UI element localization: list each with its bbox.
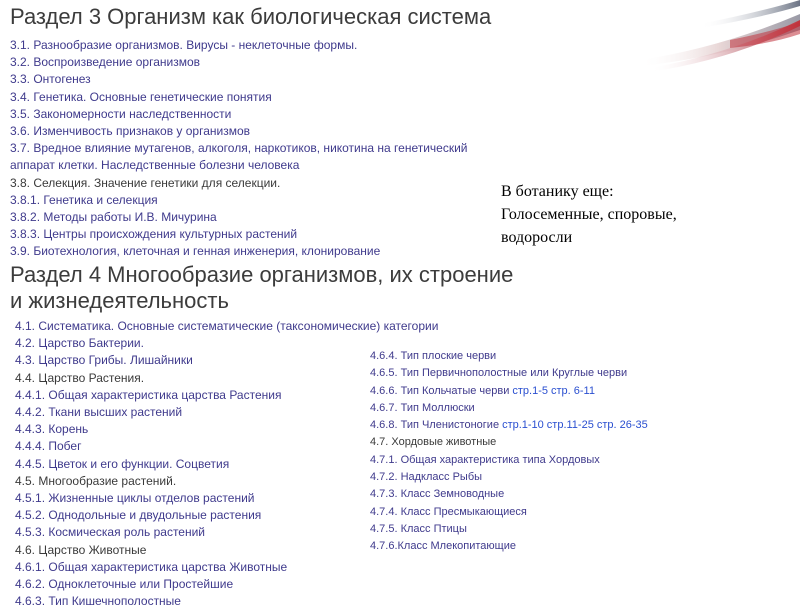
toc-item-text: 3.9. Биотехнология, клеточная и генная инженерия, клонирование (10, 244, 381, 259)
section-4-title (10, 262, 513, 314)
toc-item-link[interactable] (15, 576, 438, 593)
toc-item-link[interactable] (370, 452, 648, 469)
toc-item-link[interactable] (10, 123, 468, 140)
toc-item-text: 4.1. Систематика. Основные систематические (таксономические) категории (15, 319, 439, 333)
ribbon-shape (730, 22, 800, 48)
toc-item-link[interactable] (10, 243, 468, 260)
toc-item-link[interactable] (10, 192, 468, 209)
toc-item-text: 3.8.1. Генетика и селекция (10, 192, 158, 207)
toc-item-text: 4.5.1. Жизненные циклы отделов растений (15, 491, 255, 506)
toc-item-text: 4.3. Царство Грибы. Лишайники (15, 353, 193, 368)
toc-item-text: 4.4.5. Цветок и его функции. Соцветия (15, 456, 230, 471)
toc-item-link[interactable] (370, 486, 648, 503)
toc-item-text: 4.7.6.Класс Млекопитающие (370, 540, 516, 553)
toc-item-text: 4.7.4. Класс Пресмыкающиеся (370, 505, 527, 518)
toc-item-link[interactable] (370, 538, 648, 555)
toc-item-link[interactable] (10, 157, 468, 174)
section-4-title-line2: и жизнедеятельность (10, 288, 229, 313)
botany-note-line: Голосеменные, споровые, (501, 206, 677, 223)
toc-item-text: 3.8. Селекция. Значение генетики для селекции. (10, 175, 281, 190)
section-4-right-list (370, 348, 648, 556)
toc-item-text: 4.4.4. Побег (15, 439, 82, 454)
toc-item-text: 3.3. Онтогенез (10, 72, 91, 87)
toc-item-text: 4.7.2. Надкласс Рыбы (370, 471, 483, 484)
section-3-list (10, 37, 468, 261)
toc-item-link[interactable] (370, 383, 648, 400)
toc-item-text: 4.6.5. Тип Первичнополостные или Круглые черви (370, 367, 628, 380)
toc-item-text: 3.4. Генетика. Основные генетические понятия (10, 89, 272, 104)
toc-item-text: аппарат клетки. Наследственные болезни человека (10, 158, 300, 173)
toc-item-link[interactable] (10, 226, 468, 243)
toc-item-link[interactable] (370, 504, 648, 521)
toc-item-text: 4.4. Царство Растения. (15, 370, 145, 385)
toc-item-heading (370, 434, 648, 451)
section-3-title: Раздел 3 Организм как биологическая система (10, 4, 492, 29)
toc-item-text: 4.6. Царство Животные (15, 542, 147, 557)
toc-item-link[interactable] (370, 348, 648, 365)
toc-item-link[interactable] (10, 54, 468, 71)
toc-item-text: 4.6.4. Тип плоские черви (370, 350, 497, 362)
toc-item-text: 3.5. Закономерности наследственности (10, 106, 232, 121)
toc-item-text: 4.6.2. Одноклеточные или Простейшие (15, 577, 234, 592)
page-range-link[interactable]: стр.11-25 (546, 419, 594, 432)
toc-item-link[interactable] (370, 417, 648, 434)
toc-item-link[interactable] (10, 89, 468, 106)
toc-item-text: 4.7.5. Класс Птицы (370, 522, 467, 535)
toc-item-text: 4.6.3. Тип Кишечнополостные (15, 594, 181, 609)
toc-item-text: 4.6.8. Тип Членистоногие (370, 419, 500, 432)
page-range-link[interactable]: стр.1-5 (512, 384, 548, 397)
botany-note-line: водоросли (501, 229, 573, 246)
page-range-link[interactable]: стр. 26-35 (596, 419, 648, 432)
toc-item-text: 3.8.2. Методы работы И.В. Мичурина (10, 210, 217, 225)
toc-item-text: 4.5. Многообразие растений. (15, 473, 177, 488)
section-4-title-line1: Раздел 4 Многообразие организмов, их строение (10, 262, 514, 287)
toc-item-link[interactable] (15, 559, 438, 576)
toc-item-text: 4.4.1. Общая характеристика царства Растения (15, 387, 282, 402)
toc-item-text: 3.8.3. Центры происхождения культурных растений (10, 227, 298, 242)
page-range-link[interactable]: стр. 6-11 (550, 384, 595, 397)
toc-item-text: 3.2. Воспроизведение организмов (10, 55, 201, 70)
botany-note (501, 180, 781, 249)
toc-item-text: 3.1. Разнообразие организмов. Вирусы - неклеточные формы. (10, 38, 358, 52)
toc-item-link[interactable] (370, 400, 648, 417)
toc-item-text: 4.4.3. Корень (15, 422, 89, 437)
toc-item-text: 4.7.1. Общая характеристика типа Хордовых (370, 453, 600, 466)
toc-item-link[interactable] (10, 209, 468, 226)
toc-item-text: 4.6.6. Тип Кольчатые черви (370, 384, 510, 397)
toc-item-heading (10, 175, 468, 192)
toc-item-link[interactable] (10, 140, 468, 157)
toc-item-text: 4.2. Царство Бактерии. (15, 336, 144, 351)
toc-item-text: 4.6.7. Тип Моллюски (370, 401, 475, 414)
toc-item-link[interactable] (370, 521, 648, 538)
toc-item-text: 4.5.2. Однодольные и двудольные растения (15, 508, 262, 523)
toc-item-link[interactable] (10, 106, 468, 123)
toc-item-text: 4.5.3. Космическая роль растений (15, 525, 206, 540)
page-range-link[interactable]: стр.1-10 (502, 419, 544, 432)
toc-item-text: 4.6.1. Общая характеристика царства Животные (15, 559, 288, 574)
toc-item-text: 4.7. Хордовые животные (370, 436, 497, 449)
toc-item-text: 3.6. Изменчивость признаков у организмов (10, 124, 251, 139)
toc-item-text: 3.7. Вредное влияние мутагенов, алкоголя, наркотиков, никотина на генетический (10, 141, 468, 156)
toc-item-link[interactable] (15, 318, 438, 335)
toc-item-link[interactable] (15, 593, 438, 610)
toc-item-text: 4.7.3. Класс Земноводные (370, 488, 505, 501)
toc-item-link[interactable] (10, 37, 468, 54)
toc-item-link[interactable] (370, 365, 648, 382)
toc-item-link[interactable] (370, 469, 648, 486)
botany-note-line: В ботанику еще: (501, 183, 614, 200)
toc-item-text: 4.4.2. Ткани высших растений (15, 405, 183, 420)
toc-item-link[interactable] (10, 71, 468, 88)
